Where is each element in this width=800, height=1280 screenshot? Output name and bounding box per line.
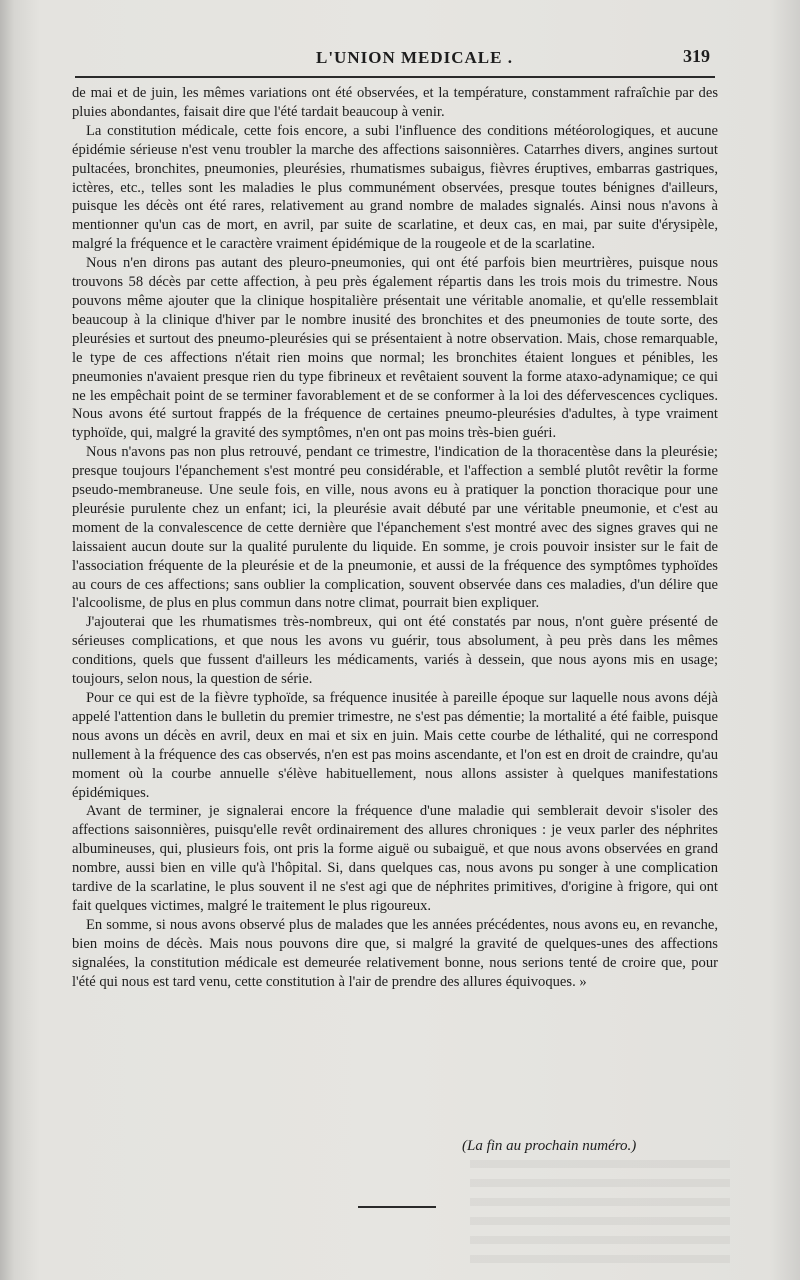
paragraph-nephrites: Avant de terminer, je signalerai encore la fréquence d'une maladie qui semblerait devoir s'isoler des affections saisonnières, puisqu'elle revêt ordinairement des allures chroniques : je veux parler des néphrites albumineuses, qui, plusieurs fois, ont pris la forme aiguë ou subaiguë, et que nous avons observées en grand nombre, aussi bien en ville qu'à l'hôpital. Si, dans quelques cas, nous avons pu songer à une complication tardive de la scarlatine, le plus souvent il ne s'est agi que de néphrites primitives, d'origine à frigore, qui ont fait quelques victimes, malgré le traitement le plus rigoureux.	[72, 803, 718, 914]
page-spine-shadow	[0, 0, 14, 1280]
page-header	[0, 44, 800, 74]
show-through-texture	[470, 1160, 730, 1270]
paragraph-conclusion: En somme, si nous avons observé plus de malades que les années précédentes, nous avons eu, en revanche, bien moins de décès. Mais nous pouvons dire que, si malgré la gravité de quelques-unes des affections signalées, la constitution médicale est demeurée relativement bonne, nous serions tenté de croire que, pour l'été qui nous est tard venu, cette constitution à l'air de prendre des allures équivoques. »	[72, 916, 718, 990]
paragraph-thoracentese: Nous n'avons pas non plus retrouvé, pendant ce trimestre, l'indication de la thoracentèse dans la pleurésie; presque toujours l'épanchement s'est montré peu considérable, et l'affection a semblé plutôt revêtir la forme pseudo-membraneuse. Une seule fois, en ville, nous avons eu à pratiquer la ponction thoracique pour une pleurésie purulente chez un enfant; ici, la pleurésie avait débuté par une véritable pneumonie, et c'est au moment de la convalescence de cette dernière que l'épanchement s'est montré avec des signes graves qui ne laissaient aucun doute sur la qualité purulente du liquide. En somme, je crois pouvoir insister sur le fait de l'association fréquente de la pleurésie et de la pneumonie, et aussi de la fréquence des symptômes typhoïdes au cours de ces affections; sans oublier la complication, souvent observée dans ces maladies, d'un délire que l'alcoolisme, de plus en plus commun dans notre climat, pourrait bien expliquer.	[72, 444, 718, 612]
paragraph-weather: de mai et de juin, les mêmes variations ont été observées, et la température, constamment rafraîchie par des pluies abondantes, faisait dire que l'été tardait beaucoup à venir.	[72, 85, 718, 120]
article-body	[72, 84, 718, 992]
end-rule	[358, 1206, 436, 1208]
continuation-note: (La fin au prochain numéro.)	[462, 1138, 637, 1154]
page-number: 319	[683, 46, 710, 66]
paragraph-rhumatismes: J'ajouterai que les rhumatismes très-nombreux, qui ont été constatés par nous, n'ont guère présenté de sérieuses complications, et que nous les avons vu guérir, tous absolument, à peu près dans les mêmes conditions, quels que fussent d'ailleurs les médicaments, variés à dessein, que nous ayons mis en usage; toujours, selon nous, la question de série.	[72, 614, 718, 688]
header-rule	[75, 76, 715, 78]
paragraph-fievre-typhoide: Pour ce qui est de la fièvre typhoïde, sa fréquence inusitée à pareille époque sur laquelle nous avons déjà appelé l'attention dans le bulletin du premier trimestre, ne s'est pas démentie; la mortalité a été faible, puisque nous avons un décès en avril, deux en mai et six en juin. Mais cette courbe de léthalité, qui ne correspond nullement à la fréquence des cas observés, n'en est pas moins ascendante, et l'on est en droit de craindre, qu'au moment où la courbe annuelle s'élève habituellement, nous allons assister à quelques manifestations épidémiques.	[72, 690, 718, 801]
paragraph-pleuro-pneumonies: Nous n'en dirons pas autant des pleuro-pneumonies, qui ont été parfois bien meurtrières, puisque nous trouvons 58 décès par cette affection, à peu près également répartis dans les trois mois du trimestre. Nous pouvons même ajouter que la clinique hospitalière présentait une véritable anomalie, et qu'elle ressemblait beaucoup à la clinique d'hiver par le nombre inusité des bronchites et des pneumonies de toute sorte, des pleurésies et surtout des pneumo-pleurésies qui se présentaient à notre observation. Mais, chose remarquable, le type de ces affections n'était rien moins que normal; les bronchites étaient longues et pénibles, les pneumonies n'avaient presque rien du type fibrineux et revêtaient souvent la forme ataxo-adynamique; ce qui ne les empêchait point de se terminer favorablement et de se conformer à la loi des défervescences cycliques. Nous avons été surtout frappés de la fréquence de certaines pneumo-pleurésies d'adultes, à type vraiment typhoïde, qui, malgré la gravité des symptômes, n'en ont pas moins très-bien guéri.	[72, 255, 718, 442]
paragraph-medical-constitution: La constitution médicale, cette fois encore, a subi l'influence des conditions météorologiques, et aucune épidémie sérieuse n'est venu troubler la marche des affections saisonnières. Catarrhes divers, angines surtout pultacées, bronchites, pneumonies, pleurésies, rhumatismes subaigus, fièvres éruptives, embarras gastriques, ictères, etc., telles sont les maladies le plus communément observées, presque toutes bénignes d'ailleurs, puisque les décès ont été rares, relativement au grand nombre de malades signalés. Ainsi nous n'avons à mentionner qu'un cas de mort, en avril, par suite de scarlatine, et deux cas, en mai, par suite d'érysipèle, malgré la fréquence et le caractère vraiment épidémique de la rougeole et de la scarlatine.	[72, 122, 718, 253]
running-title: L'UNION MEDICALE .	[316, 48, 513, 67]
